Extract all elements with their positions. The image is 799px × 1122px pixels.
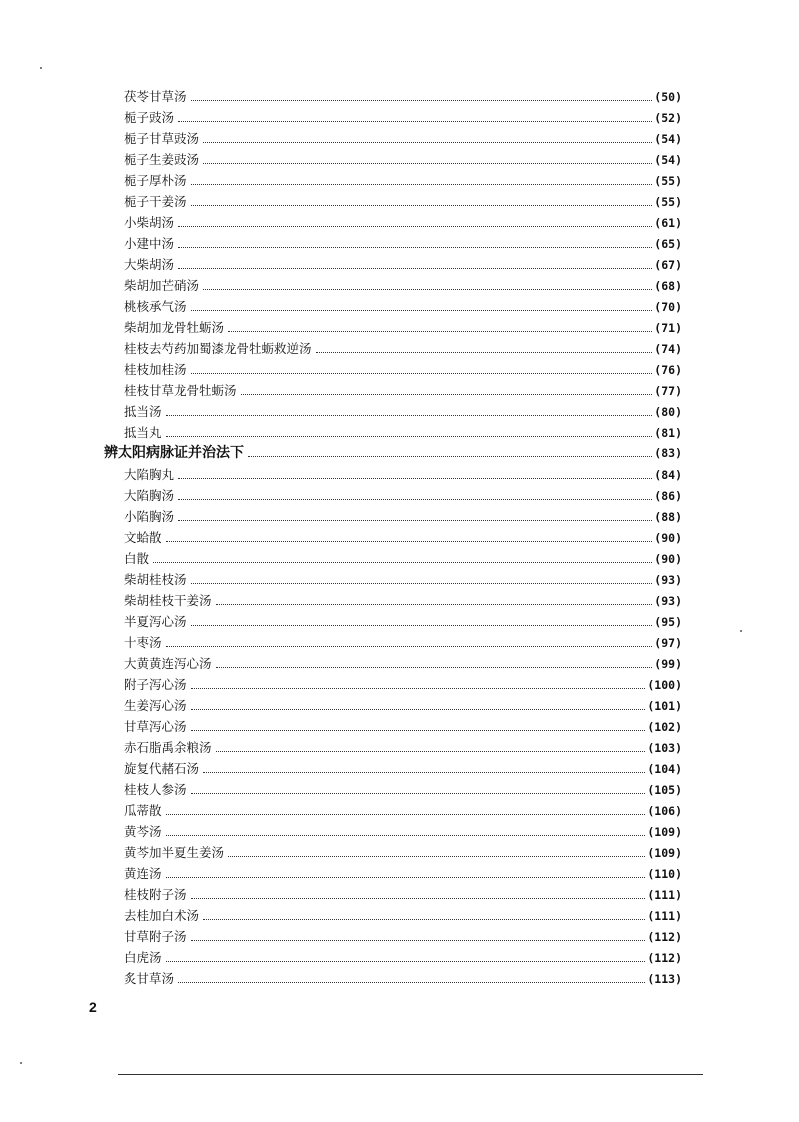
toc-entry-page: (103) (647, 741, 682, 755)
toc-entry (104, 296, 682, 317)
toc-dot-leader (191, 625, 653, 626)
toc-entry (104, 926, 682, 947)
toc-dot-leader (178, 499, 652, 500)
toc-entry (104, 611, 682, 632)
toc-entry (104, 569, 682, 590)
toc-entry-title: 抵当汤 (124, 404, 162, 419)
bottom-rule (118, 1074, 703, 1075)
toc-entry-title: 柴胡桂枝干姜汤 (124, 593, 212, 608)
toc-entry (104, 254, 682, 275)
toc-entry (104, 275, 682, 296)
toc-entry-page: (106) (647, 804, 682, 818)
toc-entry (104, 401, 682, 422)
toc-entry-page: (68) (654, 279, 682, 293)
toc-entry-page: (111) (647, 888, 682, 902)
toc-section-heading (104, 443, 682, 464)
toc-entry (104, 233, 682, 254)
toc-dot-leader (178, 226, 652, 227)
toc-dot-leader (191, 793, 646, 794)
toc-entry-page: (90) (654, 552, 682, 566)
toc-entry-page: (112) (647, 951, 682, 965)
toc-entry-page: (67) (654, 258, 682, 272)
toc-entry (104, 800, 682, 821)
toc-entry-title: 黄连汤 (124, 866, 162, 881)
toc-entry (104, 422, 682, 443)
toc-entry (104, 317, 682, 338)
toc-entry-page: (86) (654, 489, 682, 503)
toc-dot-leader (178, 520, 652, 521)
toc-entry-page: (99) (654, 657, 682, 671)
toc-entry-title: 大黄黄连泻心汤 (124, 656, 212, 671)
toc-entry-page: (113) (647, 972, 682, 986)
toc-entry-page: (50) (654, 90, 682, 104)
scan-speck (40, 67, 42, 69)
toc-entry-title: 黄芩汤 (124, 824, 162, 839)
toc-entry-title: 小陷胸汤 (124, 509, 175, 524)
toc-entry-page: (104) (647, 762, 682, 776)
toc-entry-title: 甘草附子汤 (124, 929, 187, 944)
toc-entry-page: (80) (654, 405, 682, 419)
toc-entry (104, 842, 682, 863)
toc-entry (104, 779, 682, 800)
toc-entry-title: 十枣汤 (124, 635, 162, 650)
toc-entry-page: (81) (654, 426, 682, 440)
toc-entry (104, 905, 682, 926)
toc-dot-leader (241, 394, 653, 395)
toc-entry (104, 821, 682, 842)
toc-entry-page: (54) (654, 153, 682, 167)
toc-entry-title: 桃核承气汤 (124, 299, 187, 314)
toc-dot-leader (228, 331, 652, 332)
toc-entry-title: 半夏泻心汤 (124, 614, 187, 629)
toc-dot-leader (228, 856, 645, 857)
toc-entry (104, 716, 682, 737)
toc-entry-title: 栀子甘草豉汤 (124, 131, 200, 146)
toc-dot-leader (203, 163, 652, 164)
toc-entry-title: 小建中汤 (124, 236, 175, 251)
toc-entry-title: 柴胡加龙骨牡蛎汤 (124, 320, 225, 335)
page-number: 2 (89, 999, 97, 1015)
toc-entry-page: (88) (654, 510, 682, 524)
toc-entry (104, 548, 682, 569)
toc-entry (104, 212, 682, 233)
toc-entry (104, 170, 682, 191)
toc-entry (104, 884, 682, 905)
toc-entry-title: 桂枝加桂汤 (124, 362, 187, 377)
toc-entry-page: (84) (654, 468, 682, 482)
toc-entry-title: 瓜蒂散 (124, 803, 162, 818)
toc-dot-leader (166, 814, 646, 815)
toc-entry-title: 小柴胡汤 (124, 215, 175, 230)
toc-entry-title: 生姜泻心汤 (124, 698, 187, 713)
toc-entry (104, 359, 682, 380)
toc-entry (104, 968, 682, 989)
toc-dot-leader (153, 562, 652, 563)
toc-entry (104, 653, 682, 674)
toc-entry-page: (90) (654, 531, 682, 545)
toc-entry-title: 抵当丸 (124, 425, 162, 440)
toc-entry-title: 黄芩加半夏生姜汤 (124, 845, 225, 860)
toc-entry-title: 白虎汤 (124, 950, 162, 965)
toc-entry-page: (71) (654, 321, 682, 335)
toc-dot-leader (178, 982, 645, 983)
toc-dot-leader (166, 835, 646, 836)
toc-entry-page: (97) (654, 636, 682, 650)
toc-entry-title: 栀子厚朴汤 (124, 173, 187, 188)
toc-entry-page: (54) (654, 132, 682, 146)
toc-entry (104, 191, 682, 212)
toc-dot-leader (203, 919, 645, 920)
toc-entry-title: 炙甘草汤 (124, 971, 175, 986)
toc-dot-leader (203, 772, 645, 773)
toc-entry-title: 桂枝附子汤 (124, 887, 187, 902)
toc-entry (104, 674, 682, 695)
toc-dot-leader (216, 604, 653, 605)
toc-entry (104, 149, 682, 170)
toc-dot-leader (191, 730, 646, 731)
toc-entry-title: 大柴胡汤 (124, 257, 175, 272)
toc-entry (104, 338, 682, 359)
toc-dot-leader (166, 646, 653, 647)
toc-dot-leader (166, 961, 646, 962)
toc-dot-leader (203, 142, 652, 143)
toc-entry-title: 柴胡加芒硝汤 (124, 278, 200, 293)
toc-entry-page: (105) (647, 783, 682, 797)
toc-dot-leader (191, 940, 646, 941)
toc-entry-page: (112) (647, 930, 682, 944)
toc-entry-title: 茯苓甘草汤 (124, 89, 187, 104)
toc-entry-title: 栀子生姜豉汤 (124, 152, 200, 167)
toc-entry-page: (70) (654, 300, 682, 314)
toc-entry-title: 栀子豉汤 (124, 110, 175, 125)
toc-dot-leader (216, 667, 653, 668)
toc-dot-leader (178, 268, 652, 269)
toc-dot-leader (191, 184, 653, 185)
toc-dot-leader (216, 751, 646, 752)
toc-entry-page: (100) (647, 678, 682, 692)
toc-entry (104, 107, 682, 128)
toc-dot-leader (191, 898, 646, 899)
toc-entry (104, 464, 682, 485)
toc-entry-title: 桂枝去芍药加蜀漆龙骨牡蛎救逆汤 (124, 341, 312, 356)
toc-entry-page: (77) (654, 384, 682, 398)
scan-speck (740, 630, 742, 632)
toc-entry-title: 大陷胸丸 (124, 467, 175, 482)
toc-dot-leader (166, 541, 653, 542)
toc-dot-leader (248, 456, 652, 457)
toc-entry (104, 863, 682, 884)
toc-entry-page: (65) (654, 237, 682, 251)
scan-speck (20, 1062, 22, 1064)
toc-dot-leader (191, 709, 646, 710)
toc-entry-page: (101) (647, 699, 682, 713)
toc-entry (104, 947, 682, 968)
toc-dot-leader (191, 100, 653, 101)
toc-entry-page: (52) (654, 111, 682, 125)
toc-entry (104, 590, 682, 611)
toc-entry-page: (74) (654, 342, 682, 356)
toc-entry (104, 380, 682, 401)
toc-dot-leader (191, 310, 653, 311)
table-of-contents (104, 86, 682, 989)
toc-entry (104, 632, 682, 653)
toc-dot-leader (166, 436, 653, 437)
toc-entry (104, 737, 682, 758)
toc-dot-leader (191, 688, 646, 689)
toc-entry (104, 506, 682, 527)
toc-entry (104, 758, 682, 779)
toc-dot-leader (191, 373, 653, 374)
toc-entry-page: (93) (654, 573, 682, 587)
toc-entry-page: (95) (654, 615, 682, 629)
toc-entry-page: (109) (647, 825, 682, 839)
toc-dot-leader (166, 877, 646, 878)
toc-entry-title: 甘草泻心汤 (124, 719, 187, 734)
toc-entry-page: (102) (647, 720, 682, 734)
toc-dot-leader (178, 247, 652, 248)
toc-entry-page: (76) (654, 363, 682, 377)
toc-entry-title: 白散 (124, 551, 150, 566)
toc-entry (104, 485, 682, 506)
toc-entry-page: (93) (654, 594, 682, 608)
toc-entry-title: 桂枝人参汤 (124, 782, 187, 797)
toc-entry-title: 柴胡桂枝汤 (124, 572, 187, 587)
toc-dot-leader (178, 478, 652, 479)
toc-entry-title: 栀子干姜汤 (124, 194, 187, 209)
toc-entry-title: 旋复代赭石汤 (124, 761, 200, 776)
toc-entry-title: 文蛤散 (124, 530, 162, 545)
toc-entry-title: 大陷胸汤 (124, 488, 175, 503)
toc-entry-page: (55) (654, 174, 682, 188)
toc-dot-leader (178, 121, 652, 122)
toc-entry (104, 128, 682, 149)
toc-entry-page: (61) (654, 216, 682, 230)
toc-entry-title: 附子泻心汤 (124, 677, 187, 692)
toc-entry-title: 赤石脂禹余粮汤 (124, 740, 212, 755)
toc-entry-page: (55) (654, 195, 682, 209)
toc-entry-page: (110) (647, 867, 682, 881)
toc-entry-title: 桂枝甘草龙骨牡蛎汤 (124, 383, 237, 398)
toc-dot-leader (191, 205, 653, 206)
toc-entry-page: (109) (647, 846, 682, 860)
toc-entry (104, 527, 682, 548)
toc-dot-leader (203, 289, 652, 290)
toc-entry (104, 695, 682, 716)
toc-entry-page: (111) (647, 909, 682, 923)
toc-entry-title: 辨太阳病脉证并治法下 (104, 445, 244, 461)
toc-dot-leader (191, 583, 653, 584)
toc-dot-leader (316, 352, 653, 353)
toc-entry-page: (83) (654, 446, 682, 460)
toc-entry-title: 去桂加白术汤 (124, 908, 200, 923)
toc-entry (104, 86, 682, 107)
toc-dot-leader (166, 415, 653, 416)
